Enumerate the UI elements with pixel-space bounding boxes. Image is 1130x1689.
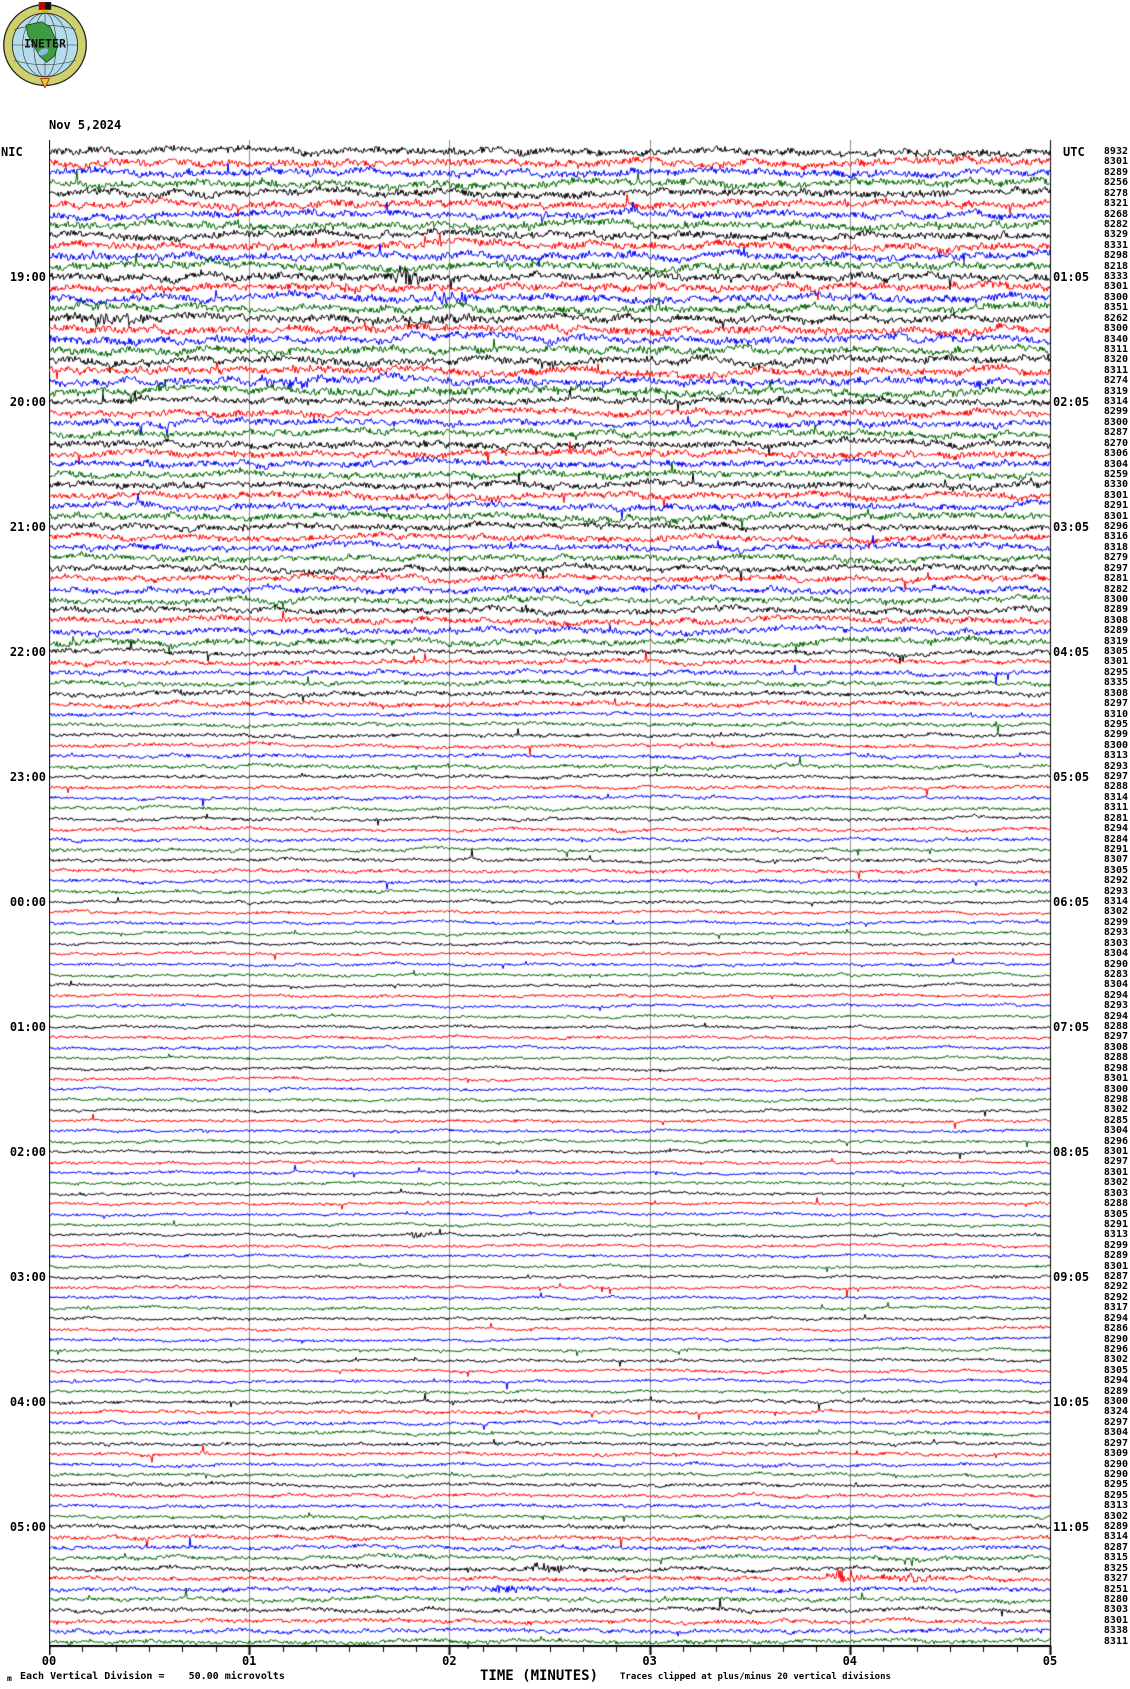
hour-label-left: 01:00 [9, 1020, 46, 1034]
hour-label-right: 06:05 [1053, 895, 1090, 909]
x-axis-tick-label: 05 [1042, 1654, 1058, 1668]
trace-value: 8311 [1103, 1635, 1128, 1647]
trace-value: 8294 [1103, 989, 1128, 1001]
trace-value: 8289 [1103, 604, 1128, 616]
trace-value: 8308 [1103, 1041, 1128, 1053]
trace-value: 8289 [1103, 1250, 1128, 1262]
trace-value: 8294 [1103, 1010, 1128, 1022]
hour-label-right: 08:05 [1053, 1145, 1090, 1159]
trace-value: 8293 [1103, 1000, 1128, 1012]
logo-text: INETER [24, 36, 66, 51]
trace-value: 8320 [1103, 354, 1128, 366]
trace-value: 8262 [1103, 312, 1128, 324]
trace-value: 8274 [1103, 375, 1128, 387]
timezone-right-label: UTC [1063, 145, 1085, 159]
trace-value: 8292 [1103, 875, 1128, 887]
hour-label-left: 21:00 [9, 520, 46, 534]
trace-value: 8308 [1103, 614, 1128, 626]
trace-value: 8301 [1103, 656, 1128, 668]
trace-value: 8301 [1103, 1260, 1128, 1272]
hour-label-left: 03:00 [9, 1270, 46, 1284]
trace-value: 8351 [1103, 302, 1128, 314]
trace-value: 8295 [1103, 666, 1128, 678]
trace-value: 8313 [1103, 1500, 1128, 1512]
hour-label-left: 20:00 [9, 395, 46, 409]
trace-value: 8932 [1103, 146, 1128, 157]
trace-value: 8311 [1103, 343, 1128, 355]
trace-value: 8287 [1103, 1541, 1128, 1553]
trace-value: 8292 [1103, 1291, 1128, 1303]
trace-value: 8290 [1103, 1458, 1128, 1470]
trace-value: 8299 [1103, 406, 1128, 418]
trace-value: 8297 [1103, 1437, 1128, 1449]
trace-value: 8288 [1103, 1198, 1128, 1210]
trace-value: 8297 [1103, 1031, 1128, 1043]
trace-value: 8304 [1103, 458, 1128, 470]
scale-note: Each Vertical Division = 50.00 microvolts [20, 1671, 285, 1682]
trace-value: 8286 [1103, 1323, 1128, 1335]
trace-value: 8278 [1103, 187, 1128, 199]
trace-value: 8311 [1103, 802, 1128, 814]
trace-value: 8298 [1103, 1062, 1128, 1074]
trace-value: 8314 [1103, 896, 1128, 907]
trace-value: 8331 [1103, 239, 1128, 251]
trace-value: 8293 [1103, 760, 1128, 772]
trace-value: 8296 [1103, 521, 1128, 532]
trace-value: 8297 [1103, 698, 1128, 710]
trace-value: 8319 [1103, 385, 1128, 397]
trace-value: 8291 [1103, 500, 1128, 512]
trace-value: 8251 [1103, 1583, 1128, 1595]
trace-value: 8313 [1103, 750, 1128, 762]
trace-value: 8297 [1103, 562, 1128, 574]
trace-value: 8314 [1103, 396, 1128, 407]
hour-label-right: 03:05 [1053, 520, 1090, 534]
trace-value: 8289 [1103, 166, 1128, 178]
trace-value: 8305 [1103, 646, 1128, 657]
trace-value: 8289 [1103, 625, 1128, 637]
hour-label-right: 10:05 [1053, 1395, 1090, 1409]
hour-label-left: 22:00 [9, 645, 46, 659]
trace-value: 8302 [1103, 1354, 1128, 1366]
trace-value: 8296 [1103, 1135, 1128, 1147]
trace-value: 8316 [1103, 531, 1128, 543]
trace-value: 8301 [1103, 510, 1128, 522]
trace-value: 8314 [1103, 1531, 1128, 1543]
trace-value: 8270 [1103, 437, 1128, 449]
trace-value: 8321 [1103, 198, 1128, 210]
trace-value: 8289 [1103, 1521, 1128, 1532]
trace-value: 8291 [1103, 1218, 1128, 1230]
trace-value: 8305 [1103, 1208, 1128, 1220]
trace-value: 8287 [1103, 1271, 1128, 1282]
trace-value: 8281 [1103, 573, 1128, 585]
trace-value: 8302 [1103, 1510, 1128, 1522]
trace-value: 8310 [1103, 708, 1128, 720]
trace-value: 8304 [1103, 1125, 1128, 1137]
trace-value: 8282 [1103, 583, 1128, 595]
trace-value: 8297 [1103, 771, 1128, 782]
trace-value: 8317 [1103, 1302, 1128, 1314]
trace-value: 8299 [1103, 729, 1128, 741]
trace-value: 8288 [1103, 781, 1128, 793]
hour-label-left: 02:00 [9, 1145, 46, 1159]
trace-value: 8294 [1103, 1312, 1128, 1324]
trace-value: 8327 [1103, 1573, 1128, 1585]
trace-value: 8293 [1103, 927, 1128, 939]
trace-value: 8296 [1103, 1343, 1128, 1355]
trace-value: 8302 [1103, 906, 1128, 918]
trace-value: 8290 [1103, 1333, 1128, 1345]
trace-value: 8306 [1103, 448, 1128, 460]
hour-label-right: 04:05 [1053, 645, 1090, 659]
hour-label-right: 07:05 [1053, 1020, 1090, 1034]
flag-base [42, 10, 49, 12]
trace-value: 8301 [1103, 1166, 1128, 1178]
trace-value: 8284 [1103, 833, 1128, 845]
flag-black-half [45, 2, 51, 10]
x-axis-tick-label: 01 [241, 1654, 257, 1668]
trace-value: 8307 [1103, 854, 1128, 866]
trace-value: 8287 [1103, 427, 1128, 439]
ineter-logo [2, 2, 88, 88]
trace-value: 8304 [1103, 1427, 1128, 1439]
clip-note: Traces clipped at plus/minus 20 vertical divisions [620, 1672, 891, 1682]
trace-value: 8302 [1103, 1177, 1128, 1189]
trace-value: 8256 [1103, 177, 1128, 189]
trace-value: 8300 [1103, 323, 1128, 335]
timezone-left-label: NIC [1, 145, 23, 159]
trace-value: 8300 [1103, 416, 1128, 428]
trace-value: 8283 [1103, 968, 1128, 980]
trace-value: 8313 [1103, 1229, 1128, 1241]
trace-value: 8298 [1103, 1093, 1128, 1105]
x-axis-tick-label: 04 [842, 1654, 858, 1668]
hour-label-right: 02:05 [1053, 395, 1090, 409]
trace-value: 8299 [1103, 916, 1128, 928]
trace-value: 8297 [1103, 1156, 1128, 1168]
hour-label-right: 01:05 [1053, 270, 1090, 284]
trace-value: 8301 [1103, 1073, 1128, 1085]
trace-value: 8280 [1103, 1593, 1128, 1605]
x-axis-tick-label: 02 [442, 1654, 457, 1668]
hour-label-right: 09:05 [1053, 1270, 1090, 1284]
seismogram-canvas [49, 136, 1052, 1660]
trace-value: 8300 [1103, 1083, 1128, 1095]
trace-value: 8295 [1103, 718, 1128, 730]
trace-value: 8218 [1103, 260, 1128, 272]
trace-value: 8314 [1103, 791, 1128, 803]
hour-label-left: 00:00 [9, 895, 46, 909]
trace-value: 8318 [1103, 541, 1128, 553]
trace-value: 8333 [1103, 271, 1128, 282]
trace-value: 8259 [1103, 468, 1128, 480]
trace-value: 8302 [1103, 1104, 1128, 1116]
trace-value: 8293 [1103, 885, 1128, 897]
trace-value: 8281 [1103, 812, 1128, 824]
trace-value: 8282 [1103, 218, 1128, 230]
hour-label-left: 19:00 [9, 270, 46, 284]
trace-value: 8299 [1103, 1239, 1128, 1251]
hour-label-right: 11:05 [1053, 1520, 1090, 1534]
trace-value: 8301 [1103, 156, 1128, 168]
trace-value: 8300 [1103, 739, 1128, 751]
x-axis-tick-label: 00 [41, 1654, 57, 1668]
trace-value: 8300 [1103, 1396, 1128, 1407]
trace-value: 8294 [1103, 1375, 1128, 1387]
trace-value: 8298 [1103, 250, 1128, 262]
trace-value: 8335 [1103, 677, 1128, 689]
trace-value: 8308 [1103, 687, 1128, 699]
trace-value: 8279 [1103, 552, 1128, 564]
trace-value: 8295 [1103, 1479, 1128, 1491]
hour-label-right: 05:05 [1053, 770, 1090, 784]
trace-value: 8324 [1103, 1406, 1128, 1418]
trace-value: 8311 [1103, 364, 1128, 376]
trace-value: 8301 [1103, 489, 1128, 501]
x-axis-title: TIME (MINUTES) [480, 1668, 599, 1684]
header-date: Nov 5,2024 [49, 118, 122, 132]
trace-value: 8290 [1103, 958, 1128, 970]
trace-value: 8325 [1103, 1562, 1128, 1574]
trace-value: 8292 [1103, 1281, 1128, 1293]
trace-value: 8294 [1103, 823, 1128, 835]
trace-value: 8303 [1103, 1187, 1128, 1199]
trace-value: 8285 [1103, 1114, 1128, 1126]
trace-value: 8304 [1103, 948, 1128, 960]
trace-value: 8288 [1103, 1052, 1128, 1064]
trace-value: 8319 [1103, 635, 1128, 647]
trace-value: 8268 [1103, 208, 1128, 220]
trace-value: 8303 [1103, 1604, 1128, 1616]
trace-value: 8301 [1103, 1146, 1128, 1157]
trace-value: 8340 [1103, 333, 1128, 345]
trace-value: 8305 [1103, 864, 1128, 876]
trace-value: 8315 [1103, 1552, 1128, 1564]
trace-value: 8290 [1103, 1468, 1128, 1480]
flag-red-half [39, 2, 45, 10]
trace-value: 8301 [1103, 281, 1128, 293]
trace-value: 8291 [1103, 843, 1128, 855]
trace-value: 8289 [1103, 1385, 1128, 1397]
trace-value: 8300 [1103, 291, 1128, 303]
hour-label-left: 05:00 [9, 1520, 46, 1534]
hour-label-left: 23:00 [9, 770, 46, 784]
trace-value: 8297 [1103, 1416, 1128, 1428]
trace-value: 8329 [1103, 229, 1128, 241]
x-axis-tick-label: 03 [642, 1654, 657, 1668]
hour-label-left: 04:00 [9, 1395, 46, 1409]
trace-value: 8303 [1103, 937, 1128, 949]
trace-value: 8301 [1103, 1614, 1128, 1626]
trace-value: 8304 [1103, 979, 1128, 991]
trace-value: 8288 [1103, 1021, 1128, 1032]
trace-value: 8309 [1103, 1448, 1128, 1460]
trace-value: 8300 [1103, 593, 1128, 605]
trace-value: 8295 [1103, 1489, 1128, 1501]
corner-mark: m [7, 1674, 12, 1683]
trace-value: 8305 [1103, 1364, 1128, 1376]
trace-value: 8338 [1103, 1625, 1128, 1637]
trace-value: 8330 [1103, 479, 1128, 491]
